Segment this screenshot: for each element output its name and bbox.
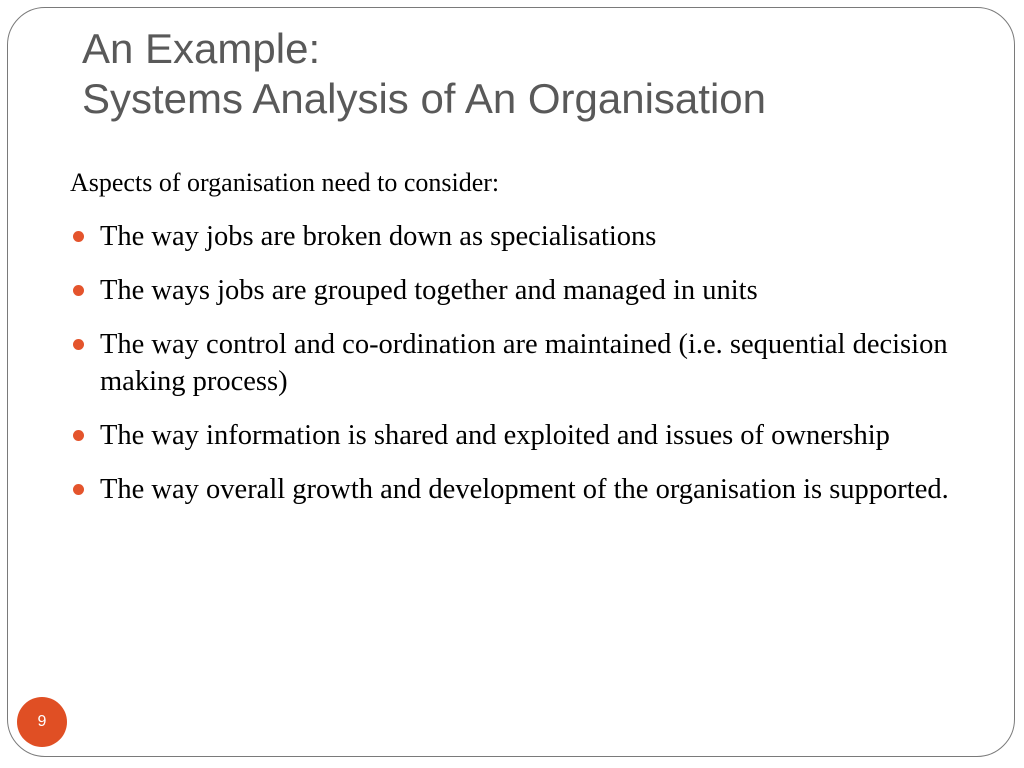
bullet-item bbox=[70, 272, 990, 309]
bullet-list bbox=[70, 218, 990, 508]
intro-text: Aspects of organisation need to consider: bbox=[70, 168, 500, 197]
slide-title bbox=[82, 24, 982, 124]
bullet-text: The ways jobs are grouped together and managed in units bbox=[100, 275, 758, 306]
bullet-dot-icon bbox=[73, 339, 84, 350]
page-number-badge: 9 bbox=[17, 697, 67, 747]
bullet-dot-icon bbox=[73, 285, 84, 296]
bullet-dot-icon bbox=[73, 484, 84, 495]
bullet-text: The way jobs are broken down as specialisations bbox=[100, 221, 657, 252]
bullet-item bbox=[70, 471, 990, 508]
bullet-text: The way control and co-ordination are maintained (i.e. sequential decision making process) bbox=[100, 329, 948, 397]
bullet-text: The way information is shared and exploited and issues of ownership bbox=[100, 420, 890, 451]
bullet-item bbox=[70, 326, 990, 400]
title-line-1: An Example: bbox=[82, 25, 321, 72]
bullet-item bbox=[70, 218, 990, 255]
bullet-item bbox=[70, 417, 990, 454]
title-line-2: Systems Analysis of An Organisation bbox=[82, 75, 766, 122]
bullet-dot-icon bbox=[73, 231, 84, 242]
bullet-dot-icon bbox=[73, 430, 84, 441]
bullet-text: The way overall growth and development of the organisation is supported. bbox=[100, 474, 949, 505]
